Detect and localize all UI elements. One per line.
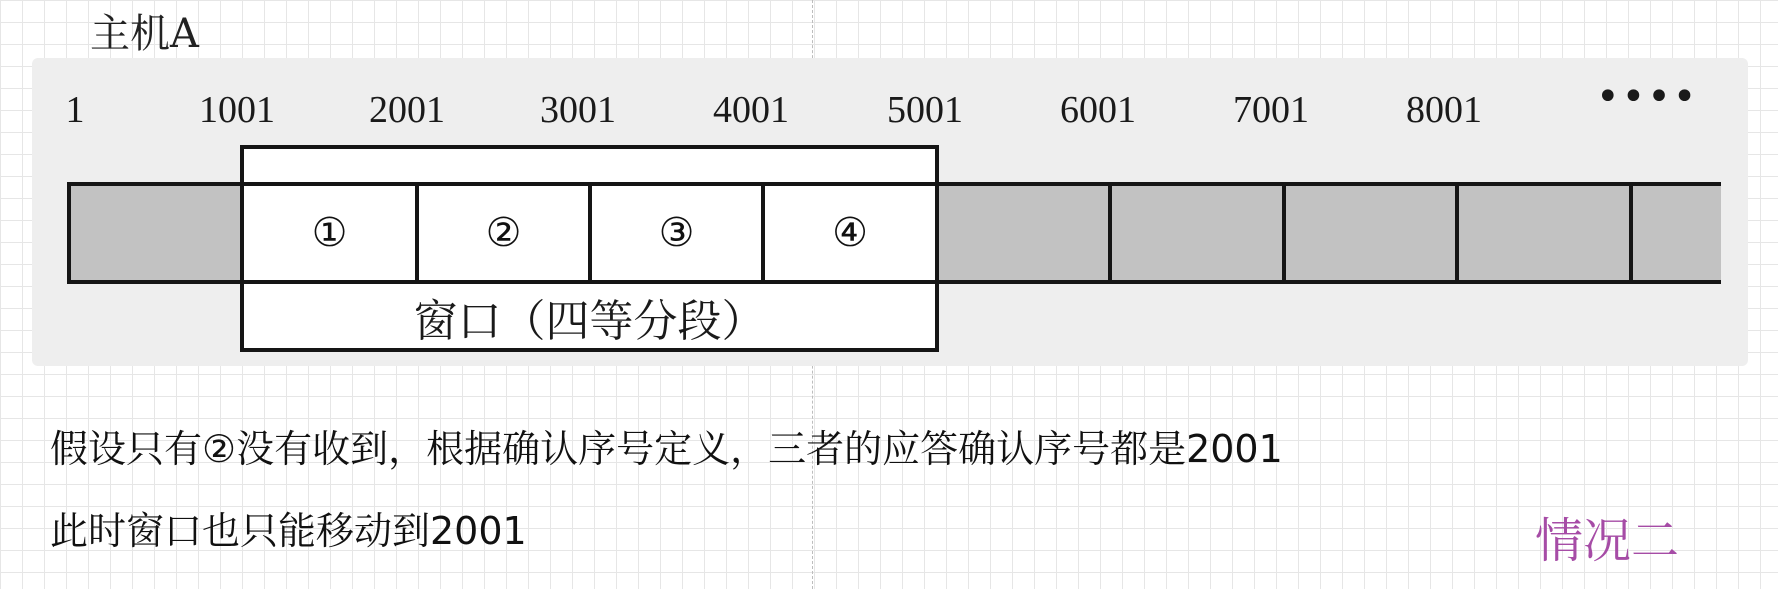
tick-7001: 7001 bbox=[1233, 89, 1309, 131]
tick-1: 1 bbox=[65, 89, 85, 131]
tick-5001: 5001 bbox=[887, 89, 963, 131]
host-a-label: 主机A bbox=[90, 11, 199, 57]
strip-divider bbox=[1455, 182, 1459, 284]
strip-divider bbox=[1629, 182, 1633, 284]
window-segment-3: ③ bbox=[592, 182, 765, 284]
scenario-label: 情况二 bbox=[1535, 513, 1680, 569]
tick-4001: 4001 bbox=[713, 89, 789, 131]
tick-2001: 2001 bbox=[369, 89, 445, 131]
window-segment-4: ④ bbox=[765, 182, 935, 284]
tick-8001: 8001 bbox=[1406, 89, 1482, 131]
note-line-2: 此时窗口也只能移动到2001 bbox=[50, 509, 527, 553]
note-line-1: 假设只有②没有收到，根据确认序号定义，三者的应答确认序号都是2001 bbox=[50, 427, 1283, 471]
window-label: 窗口（四等分段） bbox=[413, 296, 766, 347]
window-segment-1: ① bbox=[244, 182, 419, 284]
more-ellipsis: •••• bbox=[1596, 74, 1699, 120]
tick-3001: 3001 bbox=[540, 89, 616, 131]
strip-divider bbox=[1108, 182, 1112, 284]
tick-1001: 1001 bbox=[199, 89, 275, 131]
window-segment-2: ② bbox=[419, 182, 592, 284]
strip-divider bbox=[1282, 182, 1286, 284]
tick-6001: 6001 bbox=[1060, 89, 1136, 131]
